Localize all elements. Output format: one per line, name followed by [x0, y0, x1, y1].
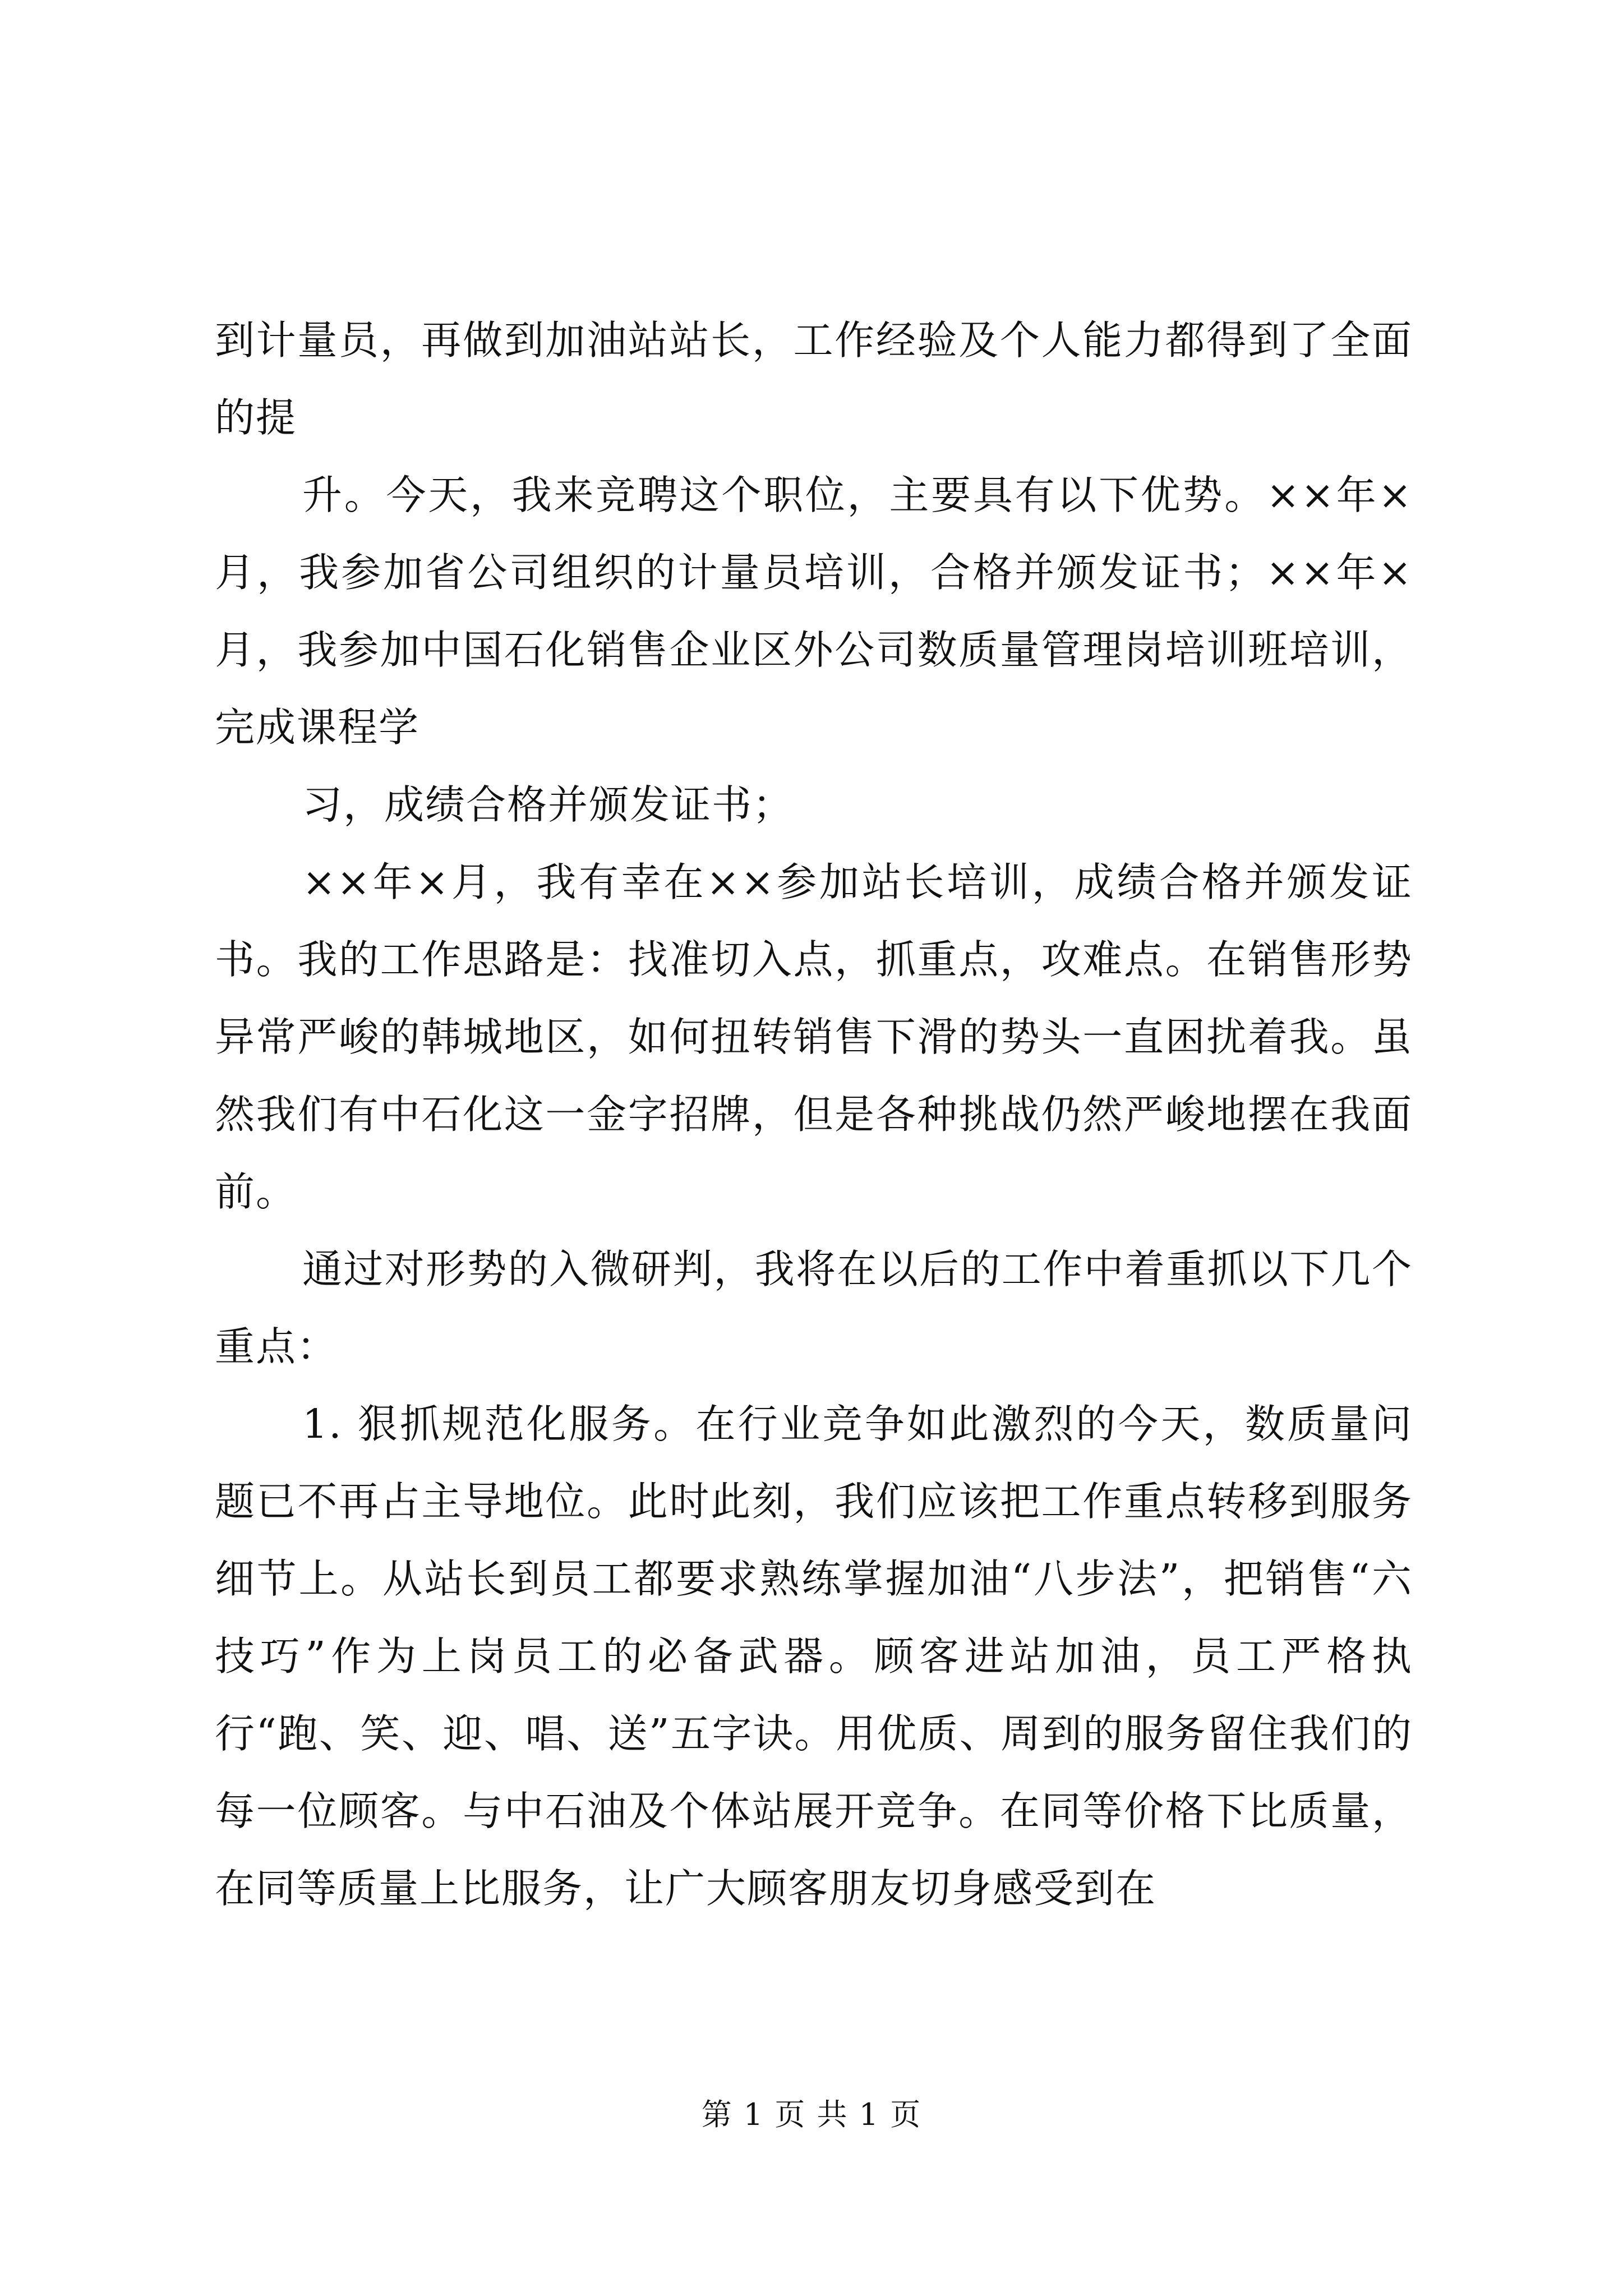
page-footer: 第 1 页 共 1 页 — [701, 2097, 922, 2132]
document-body — [215, 302, 1413, 1927]
paragraph-2: 升。今天，我来竞聘这个职位，主要具有以下优势。××年×月，我参加省公司组织的计量员培训，合格并颁发证书；××年×月，我参加中国石化销售企业区外公司数质量管理岗培训班培训，完成课程学 — [215, 472, 1413, 751]
paragraph-4: ××年×月，我有幸在××参加站长培训，成绩合格并颁发证书。我的工作思路是：找准切入点，抓重点，攻难点。在销售形势异常严峻的韩城地区，如何扭转销售下滑的势头一直困扰着我。虽然我们有中石化这一金字招牌，但是各种挑战仍然严峻地摆在我面前。 — [215, 859, 1413, 1215]
paragraph-1: 到计量员，再做到加油站站长，工作经验及个人能力都得到了全面的提 — [215, 317, 1413, 441]
paragraph-3: 习，成绩合格并颁发证书； — [302, 781, 794, 828]
paragraph-5: 通过对形势的入微研判，我将在以后的工作中着重抓以下几个重点： — [215, 1246, 1413, 1370]
paragraph-6: 1. 狠抓规范化服务。在行业竞争如此激烈的今天，数质量问题已不再占主导地位。此时此刻，我们应该把工作重点转移到服务细节上。从站长到员工都要求熟练掌握加油“八步法”，把销售“六技巧”作为上岗员工的必备武器。顾客进站加油，员工严格执行“跑、笑、迎、唱、送”五字诀。用优质、周到的服务留住我们的每一位顾客。与中石油及个体站展开竞争。在同等价格下比质量，在同等质量上比服务，让广大顾客朋友切身感受到在 — [215, 1401, 1413, 1912]
